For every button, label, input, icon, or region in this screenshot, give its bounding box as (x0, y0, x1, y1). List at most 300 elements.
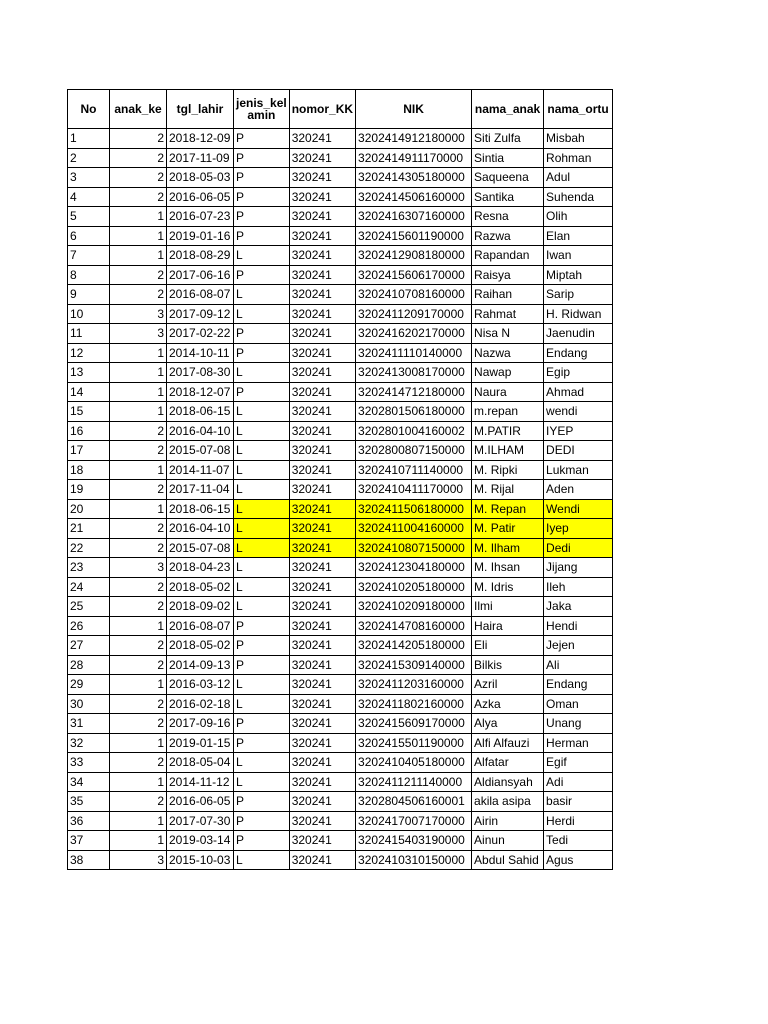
cell-nama-anak[interactable]: Siti Zulfa (472, 129, 544, 149)
cell-jenis-kelamin[interactable]: L (234, 402, 290, 422)
cell-anak-ke[interactable]: 2 (110, 792, 167, 812)
cell-nama-ortu[interactable]: Tedi (544, 831, 613, 851)
cell-jenis-kelamin[interactable]: P (234, 129, 290, 149)
cell-nama-anak[interactable]: Rapandan (472, 246, 544, 266)
cell-nomor-kk[interactable]: 320241 (289, 577, 355, 597)
cell-no[interactable]: 20 (68, 499, 110, 519)
cell-jenis-kelamin[interactable]: L (234, 772, 290, 792)
cell-tgl-lahir[interactable]: 2016-04-10 (167, 421, 234, 441)
cell-jenis-kelamin[interactable]: L (234, 558, 290, 578)
cell-tgl-lahir[interactable]: 2014-11-07 (167, 460, 234, 480)
cell-no[interactable]: 17 (68, 441, 110, 461)
cell-jenis-kelamin[interactable]: L (234, 363, 290, 383)
cell-no[interactable]: 37 (68, 831, 110, 851)
cell-tgl-lahir[interactable]: 2018-05-02 (167, 636, 234, 656)
cell-nik[interactable]: 3202414708160000 (356, 616, 472, 636)
cell-jenis-kelamin[interactable]: P (234, 324, 290, 344)
cell-jenis-kelamin[interactable]: L (234, 597, 290, 617)
cell-anak-ke[interactable]: 1 (110, 616, 167, 636)
cell-nik[interactable]: 3202416202170000 (356, 324, 472, 344)
cell-jenis-kelamin[interactable]: L (234, 850, 290, 870)
cell-anak-ke[interactable]: 1 (110, 402, 167, 422)
cell-nomor-kk[interactable]: 320241 (289, 421, 355, 441)
cell-tgl-lahir[interactable]: 2016-06-05 (167, 187, 234, 207)
cell-no[interactable]: 16 (68, 421, 110, 441)
cell-anak-ke[interactable]: 1 (110, 675, 167, 695)
cell-nik[interactable]: 3202410209180000 (356, 597, 472, 617)
cell-nama-anak[interactable]: Alya (472, 714, 544, 734)
cell-nomor-kk[interactable]: 320241 (289, 129, 355, 149)
cell-nama-ortu[interactable]: DEDI (544, 441, 613, 461)
cell-no[interactable]: 26 (68, 616, 110, 636)
cell-nama-ortu[interactable]: Hendi (544, 616, 613, 636)
cell-nama-anak[interactable]: Nazwa (472, 343, 544, 363)
cell-nama-anak[interactable]: Raihan (472, 285, 544, 305)
cell-nama-anak[interactable]: Sintia (472, 148, 544, 168)
cell-jenis-kelamin[interactable]: L (234, 460, 290, 480)
cell-tgl-lahir[interactable]: 2018-05-02 (167, 577, 234, 597)
cell-tgl-lahir[interactable]: 2014-11-12 (167, 772, 234, 792)
cell-nama-anak[interactable]: M. Rijal (472, 480, 544, 500)
cell-nomor-kk[interactable]: 320241 (289, 811, 355, 831)
cell-jenis-kelamin[interactable]: P (234, 265, 290, 285)
cell-anak-ke[interactable]: 1 (110, 207, 167, 227)
cell-nik[interactable]: 3202414712180000 (356, 382, 472, 402)
cell-nama-ortu[interactable]: Ali (544, 655, 613, 675)
header-nama-ortu[interactable]: nama_ortu (544, 90, 613, 129)
cell-anak-ke[interactable]: 1 (110, 382, 167, 402)
cell-nik[interactable]: 3202413008170000 (356, 363, 472, 383)
cell-nomor-kk[interactable]: 320241 (289, 714, 355, 734)
cell-nama-anak[interactable]: Airin (472, 811, 544, 831)
cell-nomor-kk[interactable]: 320241 (289, 363, 355, 383)
cell-no[interactable]: 19 (68, 480, 110, 500)
cell-tgl-lahir[interactable]: 2018-12-09 (167, 129, 234, 149)
cell-nik[interactable]: 3202415309140000 (356, 655, 472, 675)
cell-nik[interactable]: 3202415403190000 (356, 831, 472, 851)
cell-nama-anak[interactable]: M. Repan (472, 499, 544, 519)
cell-jenis-kelamin[interactable]: L (234, 480, 290, 500)
cell-nomor-kk[interactable]: 320241 (289, 675, 355, 695)
cell-nama-ortu[interactable]: Jejen (544, 636, 613, 656)
cell-nama-anak[interactable]: m.repan (472, 402, 544, 422)
cell-tgl-lahir[interactable]: 2019-01-15 (167, 733, 234, 753)
cell-anak-ke[interactable]: 2 (110, 480, 167, 500)
cell-tgl-lahir[interactable]: 2019-03-14 (167, 831, 234, 851)
cell-nama-anak[interactable]: Haira (472, 616, 544, 636)
cell-nama-ortu[interactable]: Dedi (544, 538, 613, 558)
cell-nik[interactable]: 3202410411170000 (356, 480, 472, 500)
cell-no[interactable]: 8 (68, 265, 110, 285)
cell-nomor-kk[interactable]: 320241 (289, 597, 355, 617)
cell-no[interactable]: 27 (68, 636, 110, 656)
cell-anak-ke[interactable]: 2 (110, 421, 167, 441)
header-nik[interactable]: NIK (356, 90, 472, 129)
cell-nik[interactable]: 3202415601190000 (356, 226, 472, 246)
cell-nama-ortu[interactable]: Miptah (544, 265, 613, 285)
cell-nama-ortu[interactable]: Egip (544, 363, 613, 383)
cell-nik[interactable]: 3202411110140000 (356, 343, 472, 363)
cell-nik[interactable]: 3202412908180000 (356, 246, 472, 266)
cell-jenis-kelamin[interactable]: P (234, 733, 290, 753)
cell-tgl-lahir[interactable]: 2016-06-05 (167, 792, 234, 812)
cell-nama-ortu[interactable]: Jaenudin (544, 324, 613, 344)
cell-tgl-lahir[interactable]: 2016-08-07 (167, 616, 234, 636)
cell-nomor-kk[interactable]: 320241 (289, 324, 355, 344)
cell-no[interactable]: 23 (68, 558, 110, 578)
cell-anak-ke[interactable]: 1 (110, 831, 167, 851)
cell-jenis-kelamin[interactable]: P (234, 187, 290, 207)
cell-tgl-lahir[interactable]: 2016-03-12 (167, 675, 234, 695)
cell-nama-anak[interactable]: M. Ripki (472, 460, 544, 480)
cell-anak-ke[interactable]: 3 (110, 324, 167, 344)
cell-nik[interactable]: 3202410708160000 (356, 285, 472, 305)
cell-nomor-kk[interactable]: 320241 (289, 460, 355, 480)
cell-nik[interactable]: 3202414205180000 (356, 636, 472, 656)
cell-anak-ke[interactable]: 2 (110, 597, 167, 617)
cell-tgl-lahir[interactable]: 2017-06-16 (167, 265, 234, 285)
cell-nama-anak[interactable]: M. Patir (472, 519, 544, 539)
cell-nomor-kk[interactable]: 320241 (289, 402, 355, 422)
cell-no[interactable]: 5 (68, 207, 110, 227)
cell-nama-ortu[interactable]: Agus (544, 850, 613, 870)
cell-anak-ke[interactable]: 1 (110, 460, 167, 480)
cell-jenis-kelamin[interactable]: P (234, 382, 290, 402)
cell-nomor-kk[interactable]: 320241 (289, 226, 355, 246)
cell-jenis-kelamin[interactable]: L (234, 441, 290, 461)
cell-jenis-kelamin[interactable]: L (234, 304, 290, 324)
cell-jenis-kelamin[interactable]: L (234, 499, 290, 519)
cell-jenis-kelamin[interactable]: L (234, 285, 290, 305)
cell-nik[interactable]: 3202414911170000 (356, 148, 472, 168)
cell-nama-ortu[interactable]: Elan (544, 226, 613, 246)
cell-nama-ortu[interactable]: Jaka (544, 597, 613, 617)
cell-jenis-kelamin[interactable]: L (234, 519, 290, 539)
cell-nama-anak[interactable]: Ainun (472, 831, 544, 851)
cell-nomor-kk[interactable]: 320241 (289, 285, 355, 305)
cell-no[interactable]: 28 (68, 655, 110, 675)
cell-jenis-kelamin[interactable]: P (234, 207, 290, 227)
cell-nik[interactable]: 3202414912180000 (356, 129, 472, 149)
cell-nama-ortu[interactable]: Endang (544, 343, 613, 363)
header-anak-ke[interactable]: anak_ke (110, 90, 167, 129)
cell-nama-anak[interactable]: Santika (472, 187, 544, 207)
cell-jenis-kelamin[interactable]: P (234, 792, 290, 812)
cell-no[interactable]: 22 (68, 538, 110, 558)
cell-tgl-lahir[interactable]: 2018-08-29 (167, 246, 234, 266)
cell-nama-ortu[interactable]: Herdi (544, 811, 613, 831)
cell-nama-anak[interactable]: Nawap (472, 363, 544, 383)
cell-tgl-lahir[interactable]: 2019-01-16 (167, 226, 234, 246)
cell-nama-ortu[interactable]: Sarip (544, 285, 613, 305)
cell-no[interactable]: 36 (68, 811, 110, 831)
cell-anak-ke[interactable]: 3 (110, 304, 167, 324)
cell-nik[interactable]: 3202411209170000 (356, 304, 472, 324)
cell-nama-anak[interactable]: Alfatar (472, 753, 544, 773)
cell-nik[interactable]: 3202411211140000 (356, 772, 472, 792)
cell-nomor-kk[interactable]: 320241 (289, 655, 355, 675)
cell-no[interactable]: 11 (68, 324, 110, 344)
cell-nomor-kk[interactable]: 320241 (289, 304, 355, 324)
cell-nama-ortu[interactable]: Lukman (544, 460, 613, 480)
cell-nik[interactable]: 3202410405180000 (356, 753, 472, 773)
cell-anak-ke[interactable]: 2 (110, 168, 167, 188)
cell-nomor-kk[interactable]: 320241 (289, 850, 355, 870)
cell-no[interactable]: 15 (68, 402, 110, 422)
cell-nama-ortu[interactable]: Suhenda (544, 187, 613, 207)
cell-nama-anak[interactable]: M.ILHAM (472, 441, 544, 461)
cell-no[interactable]: 21 (68, 519, 110, 539)
cell-no[interactable]: 4 (68, 187, 110, 207)
cell-jenis-kelamin[interactable]: P (234, 616, 290, 636)
cell-anak-ke[interactable]: 2 (110, 285, 167, 305)
cell-anak-ke[interactable]: 1 (110, 733, 167, 753)
cell-tgl-lahir[interactable]: 2018-06-15 (167, 499, 234, 519)
cell-tgl-lahir[interactable]: 2014-09-13 (167, 655, 234, 675)
cell-jenis-kelamin[interactable]: L (234, 675, 290, 695)
cell-tgl-lahir[interactable]: 2018-09-02 (167, 597, 234, 617)
cell-anak-ke[interactable]: 3 (110, 850, 167, 870)
cell-tgl-lahir[interactable]: 2016-04-10 (167, 519, 234, 539)
cell-nama-ortu[interactable]: basir (544, 792, 613, 812)
cell-no[interactable]: 38 (68, 850, 110, 870)
cell-anak-ke[interactable]: 1 (110, 499, 167, 519)
cell-nama-anak[interactable]: Naura (472, 382, 544, 402)
cell-anak-ke[interactable]: 2 (110, 694, 167, 714)
cell-no[interactable]: 32 (68, 733, 110, 753)
cell-no[interactable]: 33 (68, 753, 110, 773)
cell-anak-ke[interactable]: 2 (110, 538, 167, 558)
cell-nomor-kk[interactable]: 320241 (289, 753, 355, 773)
cell-nik[interactable]: 3202804506160001 (356, 792, 472, 812)
cell-tgl-lahir[interactable]: 2016-08-07 (167, 285, 234, 305)
cell-nama-ortu[interactable]: Rohman (544, 148, 613, 168)
cell-nik[interactable]: 3202410807150000 (356, 538, 472, 558)
cell-no[interactable]: 7 (68, 246, 110, 266)
cell-anak-ke[interactable]: 2 (110, 577, 167, 597)
cell-nama-ortu[interactable]: H. Ridwan (544, 304, 613, 324)
cell-nik[interactable]: 3202411802160000 (356, 694, 472, 714)
cell-nomor-kk[interactable]: 320241 (289, 148, 355, 168)
cell-nama-ortu[interactable]: Endang (544, 675, 613, 695)
cell-tgl-lahir[interactable]: 2018-05-04 (167, 753, 234, 773)
cell-jenis-kelamin[interactable]: L (234, 538, 290, 558)
cell-jenis-kelamin[interactable]: P (234, 811, 290, 831)
cell-nomor-kk[interactable]: 320241 (289, 343, 355, 363)
cell-anak-ke[interactable]: 1 (110, 811, 167, 831)
cell-tgl-lahir[interactable]: 2014-10-11 (167, 343, 234, 363)
cell-nomor-kk[interactable]: 320241 (289, 792, 355, 812)
cell-nama-anak[interactable]: M. Idris (472, 577, 544, 597)
cell-nik[interactable]: 3202411506180000 (356, 499, 472, 519)
cell-nama-ortu[interactable]: Herman (544, 733, 613, 753)
cell-anak-ke[interactable]: 2 (110, 753, 167, 773)
cell-tgl-lahir[interactable]: 2018-06-15 (167, 402, 234, 422)
cell-nomor-kk[interactable]: 320241 (289, 772, 355, 792)
cell-tgl-lahir[interactable]: 2016-02-18 (167, 694, 234, 714)
cell-no[interactable]: 25 (68, 597, 110, 617)
cell-no[interactable]: 12 (68, 343, 110, 363)
cell-nama-ortu[interactable]: Olih (544, 207, 613, 227)
cell-no[interactable]: 18 (68, 460, 110, 480)
cell-anak-ke[interactable]: 2 (110, 441, 167, 461)
cell-nomor-kk[interactable]: 320241 (289, 207, 355, 227)
cell-anak-ke[interactable]: 2 (110, 265, 167, 285)
cell-nama-anak[interactable]: Resna (472, 207, 544, 227)
cell-anak-ke[interactable]: 2 (110, 655, 167, 675)
cell-nama-ortu[interactable]: Ileh (544, 577, 613, 597)
cell-jenis-kelamin[interactable]: L (234, 753, 290, 773)
cell-nomor-kk[interactable]: 320241 (289, 538, 355, 558)
cell-tgl-lahir[interactable]: 2017-09-12 (167, 304, 234, 324)
cell-anak-ke[interactable]: 2 (110, 129, 167, 149)
cell-nama-anak[interactable]: Ilmi (472, 597, 544, 617)
cell-no[interactable]: 3 (68, 168, 110, 188)
cell-tgl-lahir[interactable]: 2018-12-07 (167, 382, 234, 402)
cell-tgl-lahir[interactable]: 2017-07-30 (167, 811, 234, 831)
cell-nik[interactable]: 3202411004160000 (356, 519, 472, 539)
cell-tgl-lahir[interactable]: 2017-11-09 (167, 148, 234, 168)
cell-nik[interactable]: 3202415606170000 (356, 265, 472, 285)
cell-jenis-kelamin[interactable]: P (234, 831, 290, 851)
cell-nama-ortu[interactable]: wendi (544, 402, 613, 422)
cell-nama-ortu[interactable]: Misbah (544, 129, 613, 149)
cell-nomor-kk[interactable]: 320241 (289, 265, 355, 285)
cell-no[interactable]: 24 (68, 577, 110, 597)
cell-no[interactable]: 14 (68, 382, 110, 402)
cell-no[interactable]: 6 (68, 226, 110, 246)
cell-nama-anak[interactable]: akila asipa (472, 792, 544, 812)
cell-tgl-lahir[interactable]: 2015-07-08 (167, 538, 234, 558)
cell-nama-anak[interactable]: Saqueena (472, 168, 544, 188)
cell-anak-ke[interactable]: 2 (110, 148, 167, 168)
cell-nama-ortu[interactable]: Oman (544, 694, 613, 714)
cell-nomor-kk[interactable]: 320241 (289, 831, 355, 851)
cell-nomor-kk[interactable]: 320241 (289, 499, 355, 519)
cell-nomor-kk[interactable]: 320241 (289, 246, 355, 266)
cell-tgl-lahir[interactable]: 2015-07-08 (167, 441, 234, 461)
cell-anak-ke[interactable]: 1 (110, 226, 167, 246)
header-jenis-kelamin[interactable]: jenis_kel amin (234, 90, 290, 129)
cell-nik[interactable]: 3202801506180000 (356, 402, 472, 422)
header-nomor-kk[interactable]: nomor_KK (289, 90, 355, 129)
cell-tgl-lahir[interactable]: 2016-07-23 (167, 207, 234, 227)
cell-anak-ke[interactable]: 1 (110, 246, 167, 266)
cell-anak-ke[interactable]: 3 (110, 558, 167, 578)
cell-nama-anak[interactable]: Raisya (472, 265, 544, 285)
cell-jenis-kelamin[interactable]: L (234, 577, 290, 597)
cell-anak-ke[interactable]: 2 (110, 714, 167, 734)
cell-anak-ke[interactable]: 1 (110, 363, 167, 383)
cell-nik[interactable]: 3202801004160002 (356, 421, 472, 441)
cell-nomor-kk[interactable]: 320241 (289, 616, 355, 636)
cell-nama-anak[interactable]: Razwa (472, 226, 544, 246)
cell-anak-ke[interactable]: 1 (110, 772, 167, 792)
cell-nomor-kk[interactable]: 320241 (289, 168, 355, 188)
cell-nomor-kk[interactable]: 320241 (289, 519, 355, 539)
cell-anak-ke[interactable]: 2 (110, 519, 167, 539)
cell-no[interactable]: 35 (68, 792, 110, 812)
cell-no[interactable]: 10 (68, 304, 110, 324)
cell-anak-ke[interactable]: 1 (110, 343, 167, 363)
cell-nama-ortu[interactable]: Egif (544, 753, 613, 773)
cell-nama-anak[interactable]: M.PATIR (472, 421, 544, 441)
cell-nama-ortu[interactable]: Adi (544, 772, 613, 792)
cell-nama-ortu[interactable]: Ahmad (544, 382, 613, 402)
cell-no[interactable]: 9 (68, 285, 110, 305)
cell-no[interactable]: 1 (68, 129, 110, 149)
cell-nama-anak[interactable]: M. Ilham (472, 538, 544, 558)
cell-nama-anak[interactable]: Nisa N (472, 324, 544, 344)
cell-anak-ke[interactable]: 2 (110, 187, 167, 207)
header-nama-anak[interactable]: nama_anak (472, 90, 544, 129)
cell-nama-anak[interactable]: M. Ihsan (472, 558, 544, 578)
cell-jenis-kelamin[interactable]: P (234, 168, 290, 188)
cell-nik[interactable]: 3202414305180000 (356, 168, 472, 188)
cell-nomor-kk[interactable]: 320241 (289, 382, 355, 402)
cell-nomor-kk[interactable]: 320241 (289, 441, 355, 461)
cell-nama-ortu[interactable]: Wendi (544, 499, 613, 519)
cell-nama-anak[interactable]: Alfi Alfauzi (472, 733, 544, 753)
cell-nomor-kk[interactable]: 320241 (289, 187, 355, 207)
cell-no[interactable]: 13 (68, 363, 110, 383)
cell-nama-anak[interactable]: Azka (472, 694, 544, 714)
header-tgl-lahir[interactable]: tgl_lahir (167, 90, 234, 129)
cell-nama-ortu[interactable]: Unang (544, 714, 613, 734)
cell-no[interactable]: 2 (68, 148, 110, 168)
cell-nama-ortu[interactable]: IYEP (544, 421, 613, 441)
cell-jenis-kelamin[interactable]: L (234, 246, 290, 266)
cell-nama-anak[interactable]: Eli (472, 636, 544, 656)
cell-tgl-lahir[interactable]: 2015-10-03 (167, 850, 234, 870)
cell-nomor-kk[interactable]: 320241 (289, 694, 355, 714)
cell-nik[interactable]: 3202410711140000 (356, 460, 472, 480)
cell-tgl-lahir[interactable]: 2017-02-22 (167, 324, 234, 344)
cell-nomor-kk[interactable]: 320241 (289, 733, 355, 753)
cell-nomor-kk[interactable]: 320241 (289, 636, 355, 656)
cell-nama-ortu[interactable]: Iyep (544, 519, 613, 539)
cell-nama-ortu[interactable]: Aden (544, 480, 613, 500)
cell-no[interactable]: 31 (68, 714, 110, 734)
cell-jenis-kelamin[interactable]: P (234, 226, 290, 246)
cell-nama-anak[interactable]: Abdul Sahid (472, 850, 544, 870)
cell-nama-ortu[interactable]: Adul (544, 168, 613, 188)
cell-tgl-lahir[interactable]: 2018-05-03 (167, 168, 234, 188)
cell-no[interactable]: 34 (68, 772, 110, 792)
cell-nik[interactable]: 3202410310150000 (356, 850, 472, 870)
cell-jenis-kelamin[interactable]: L (234, 694, 290, 714)
cell-jenis-kelamin[interactable]: P (234, 636, 290, 656)
cell-jenis-kelamin[interactable]: P (234, 714, 290, 734)
cell-nik[interactable]: 3202411203160000 (356, 675, 472, 695)
cell-nik[interactable]: 3202416307160000 (356, 207, 472, 227)
cell-tgl-lahir[interactable]: 2017-11-04 (167, 480, 234, 500)
cell-nama-anak[interactable]: Bilkis (472, 655, 544, 675)
cell-nik[interactable]: 3202800807150000 (356, 441, 472, 461)
cell-nik[interactable]: 3202415501190000 (356, 733, 472, 753)
cell-jenis-kelamin[interactable]: P (234, 343, 290, 363)
cell-no[interactable]: 30 (68, 694, 110, 714)
cell-jenis-kelamin[interactable]: P (234, 148, 290, 168)
cell-nik[interactable]: 3202414506160000 (356, 187, 472, 207)
header-no[interactable]: No (68, 90, 110, 129)
cell-nomor-kk[interactable]: 320241 (289, 558, 355, 578)
cell-nama-anak[interactable]: Rahmat (472, 304, 544, 324)
cell-jenis-kelamin[interactable]: L (234, 421, 290, 441)
cell-nama-anak[interactable]: Azril (472, 675, 544, 695)
cell-nomor-kk[interactable]: 320241 (289, 480, 355, 500)
cell-nik[interactable]: 3202417007170000 (356, 811, 472, 831)
